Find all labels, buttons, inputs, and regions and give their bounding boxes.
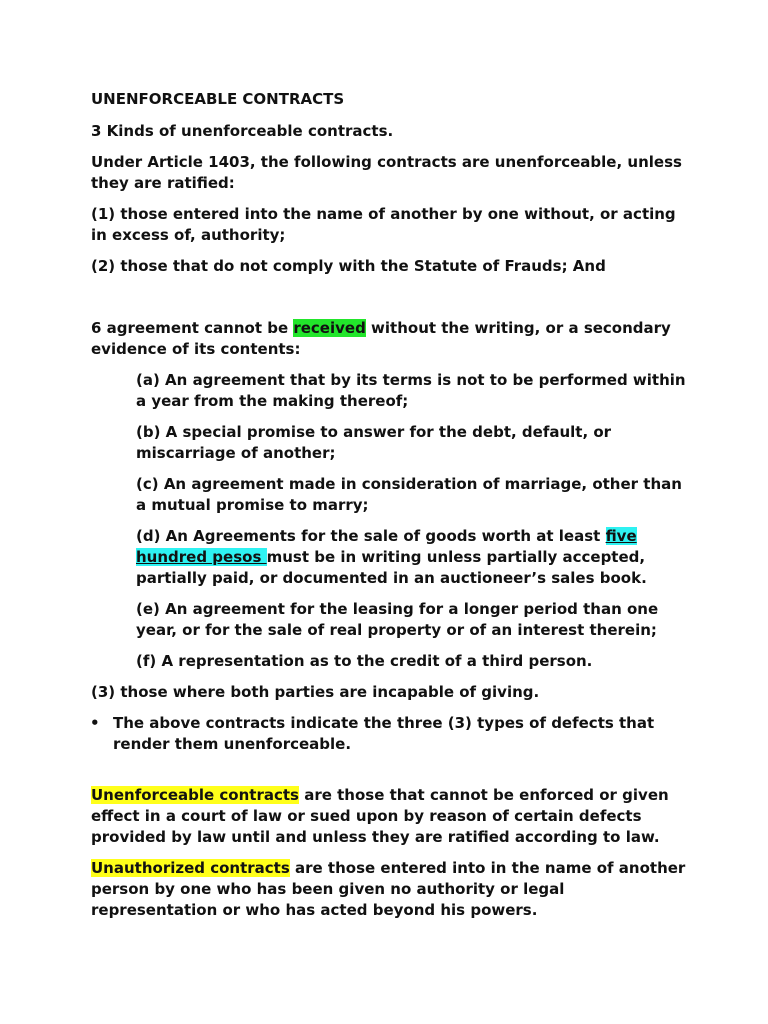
agreement-intro-text-end: without the writing, or a secondary evidence of its contents: — [91, 319, 671, 358]
unauthorized-definition-text: are those entered into in the name of another person by one who has been given no authority or legal representation or who has acted beyond his powers. — [91, 859, 686, 919]
highlight-five-hundred-pesos: five hundred pesos — [136, 527, 637, 566]
paragraph-item-3: (3) those where both parties are incapable of giving. — [91, 683, 540, 701]
bullet-text: The above contracts indicate the three (3) types of defects that render them unenforceable. — [113, 714, 655, 753]
paragraph-unauthorized-definition — [91, 858, 691, 921]
paragraph-item-2: (2) those that do not comply with the Statute of Frauds; And — [91, 257, 606, 275]
document-page — [91, 89, 691, 931]
unenforceable-definition-text: are those that cannot be enforced or given effect in a court of law or sued upon by reason of certain defects provided by law until and unless they are ratified according to law. — [91, 786, 669, 846]
sub-item-c: (c) An agreement made in consideration of marriage, other than a mutual promise to marry; — [136, 475, 682, 514]
paragraph-item-1: (1) those entered into the name of another by one without, or acting in excess of, authority; — [91, 205, 676, 244]
sub-item-f: (f) A representation as to the credit of a third person. — [136, 652, 593, 670]
sub-item-a: (a) An agreement that by its terms is not to be performed within a year from the making thereof; — [136, 371, 686, 410]
highlight-unenforceable-contracts: Unenforceable contracts — [91, 786, 299, 804]
document-title: UNENFORCEABLE CONTRACTS — [91, 90, 345, 108]
paragraph-kinds: 3 Kinds of unenforceable contracts. — [91, 122, 394, 140]
agreement-intro-text-start: 6 agreement cannot be — [91, 319, 294, 337]
highlight-unauthorized-contracts: Unauthorized contracts — [91, 859, 290, 877]
sub-item-d-text-end: must be in writing unless partially accepted, partially paid, or documented in an auctioneer’s sales book. — [136, 548, 647, 587]
sub-item-b: (b) A special promise to answer for the debt, default, or miscarriage of another; — [136, 423, 612, 462]
bullet-list — [91, 713, 691, 755]
sub-item-d — [136, 526, 691, 589]
paragraph-unenforceable-definition — [91, 785, 691, 848]
highlight-received: received — [293, 319, 366, 337]
bullet-list-item — [91, 713, 691, 755]
bullet-icon: • — [90, 714, 100, 732]
sub-item-e: (e) An agreement for the leasing for a longer period than one year, or for the sale of real property or of an interest therein; — [136, 600, 659, 639]
paragraph-agreement-intro — [91, 318, 691, 360]
sub-item-d-text-start: (d) An Agreements for the sale of goods worth at least — [136, 527, 606, 545]
paragraph-article-1403: Under Article 1403, the following contracts are unenforceable, unless they are ratified: — [91, 153, 682, 192]
